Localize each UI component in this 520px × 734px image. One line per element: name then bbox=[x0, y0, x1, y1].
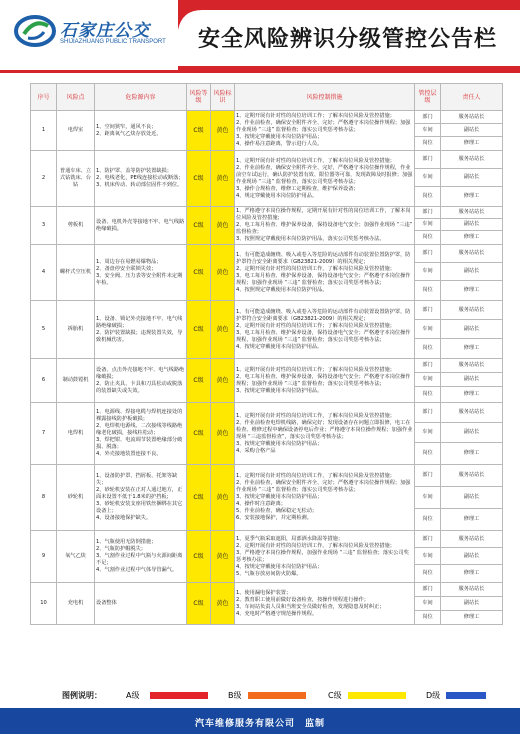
responsible-person: 服务站站长 bbox=[441, 465, 503, 487]
mgmt-level: 部门 bbox=[415, 111, 441, 124]
hazard-item: 设备整体 bbox=[96, 600, 117, 606]
hazard-item: 1、防护罩、盖等防护装置缺损； bbox=[96, 168, 172, 174]
risk-point: 螺杆式空压机 bbox=[57, 245, 95, 301]
mgmt-level: 岗位 bbox=[415, 137, 441, 151]
mgmt-level: 岗位 bbox=[415, 611, 441, 625]
risk-point: 电焊室 bbox=[57, 111, 95, 151]
responsible-person: 修理工 bbox=[441, 509, 503, 531]
hazard-item: 2、砂轮机安装在正对人通过地方，正面未设置不低于1.8米的护挡板； bbox=[96, 487, 183, 500]
risk-color: 黄色 bbox=[211, 583, 235, 625]
risk-level: C级 bbox=[187, 111, 211, 151]
responsible-person: 服务站站长 bbox=[441, 359, 503, 373]
risk-point: 剪板机 bbox=[57, 207, 95, 245]
mgmt-level: 车间 bbox=[415, 169, 441, 187]
risk-point: 拆胎机 bbox=[57, 301, 95, 359]
header-risk-color: 风险标识 bbox=[211, 84, 235, 111]
footer bbox=[0, 708, 520, 734]
mgmt-level: 岗位 bbox=[415, 187, 441, 207]
risk-color: 黄色 bbox=[211, 465, 235, 531]
hazard-item: 4、外壳接地装置连接不良。 bbox=[96, 451, 162, 457]
mgmt-level: 车间 bbox=[415, 320, 441, 339]
measure-item: 3、按规定穿戴使用本岗位防护用品； bbox=[236, 134, 323, 140]
legend bbox=[62, 688, 482, 702]
table-row bbox=[31, 301, 503, 320]
mgmt-level: 岗位 bbox=[415, 387, 441, 403]
hazard-item: 3、焊把钳、电流调节装置绝缘部分破损、脱落； bbox=[96, 437, 183, 450]
responsible-person: 修理工 bbox=[441, 443, 503, 465]
measure-list bbox=[235, 583, 415, 625]
mgmt-level: 部门 bbox=[415, 151, 441, 169]
measure-item: 1、有可能造成缠绕、吸入或卷入等危险的运动部件有动装置设置防护罩，防护罩符合安全距离要求（GB23821-2009）的相关规定； bbox=[236, 308, 411, 322]
mgmt-level: 部门 bbox=[415, 531, 441, 548]
risk-point: 氧气乙炔 bbox=[57, 531, 95, 583]
header-measures: 风险控制措施 bbox=[235, 84, 415, 111]
mgmt-level: 车间 bbox=[415, 373, 441, 387]
measure-item: 1、定期开展有针对性的岗位培训工作；了解本岗位风险及管控措施； bbox=[236, 113, 395, 119]
table-row bbox=[31, 359, 503, 373]
responsible-person: 修理工 bbox=[441, 231, 503, 245]
mgmt-level: 部门 bbox=[415, 207, 441, 219]
measure-item: 2、作业前检查，确保安全附件齐全、完好；严格遵守本岗位操作规程；加强作业现场 “三违” 监督检查；落实公司奖惩考核办法； bbox=[236, 120, 411, 133]
hazard-list bbox=[95, 207, 187, 245]
mgmt-level: 车间 bbox=[415, 548, 441, 565]
measure-item: 2、定期开展有针对性的岗位培训工作；了解本岗位风险及管控措施； bbox=[236, 322, 395, 329]
hazard-item: 设备、电机外壳等接地不牢、电气线路绝缘破损。 bbox=[96, 218, 185, 232]
mgmt-level: 岗位 bbox=[415, 281, 441, 301]
measure-item: 3、操作合规检查，维修工定期检查，维护保养设备； bbox=[236, 185, 359, 192]
measure-item: 1、夏季气瓶采取遮阳，局部洒水降温等措施； bbox=[236, 535, 344, 542]
responsible-person: 服务站站长 bbox=[441, 531, 503, 548]
measure-item: 2、教育职工使用前做好设备检查，按操作规程进行操作； bbox=[236, 596, 369, 603]
risk-level: C级 bbox=[187, 245, 211, 301]
measure-list bbox=[235, 207, 415, 245]
mgmt-level: 车间 bbox=[415, 423, 441, 443]
measure-item: 1、使用漏电保护装置； bbox=[236, 589, 292, 596]
responsible-person: 修理工 bbox=[441, 339, 503, 359]
measure-item: 3、电工每月检查、维护保养设备，保持设备电气安全；严格遵守本岗位操作规程；加强作业现场 “三违” 监督检查；落实公司奖惩考核办法； bbox=[236, 272, 411, 286]
legend-b-label: B级 bbox=[228, 691, 242, 700]
table-row bbox=[31, 151, 503, 169]
row-number: 9 bbox=[31, 531, 57, 583]
risk-level: C级 bbox=[187, 583, 211, 625]
hazard-item: 3、气割作业过程中气瓶与火源间距离不足； bbox=[96, 553, 183, 566]
measure-list bbox=[235, 111, 415, 151]
table-row bbox=[31, 583, 503, 597]
legend-a-label: A级 bbox=[126, 691, 140, 700]
measure-list bbox=[235, 403, 415, 465]
risk-point: 砂轮机 bbox=[57, 465, 95, 531]
risk-level: C级 bbox=[187, 465, 211, 531]
row-number: 1 bbox=[31, 111, 57, 151]
table-header-row bbox=[31, 84, 503, 111]
hazard-list bbox=[95, 465, 187, 531]
measure-item: 4、按照规定穿戴使用本岗位防护用品。 bbox=[236, 286, 328, 293]
responsible-person: 副站长 bbox=[441, 487, 503, 509]
risk-table bbox=[30, 83, 503, 625]
measure-item: 4、充电时严格遵守规范操作规程。 bbox=[236, 610, 318, 617]
mgmt-level: 车间 bbox=[415, 124, 441, 137]
hazard-item: 3、机床传动、转动部位固件不到位。 bbox=[96, 182, 183, 188]
measure-item: 5、气瓶存放房间防火防爆。 bbox=[236, 570, 302, 577]
table-row bbox=[31, 245, 503, 263]
hazard-item: 3、安全阀、压力表等安全附件未定期年检。 bbox=[96, 272, 183, 286]
legend-d-swatch bbox=[446, 692, 486, 699]
measure-item: 3、电工每月检查、维护保养设备，保持设备电气安全；严格遵守本岗位操作规程，加强作业现场 “三违” 监督检查；落实公司奖惩考核办法； bbox=[236, 329, 411, 343]
risk-level: C级 bbox=[187, 359, 211, 403]
responsible-person: 服务站站长 bbox=[441, 151, 503, 169]
responsible-person: 服务站站长 bbox=[441, 301, 503, 320]
mgmt-level: 车间 bbox=[415, 263, 441, 281]
measure-item: 2、作业前检查，确保安全附件齐全、完好，严格遵守本岗位操作规程，作业前空车试运行，确认防护装置有效、限位器等可靠，发现故障及时报修；加强作业现场 “三违” 监督检查，落实公司奖惩考核办法； bbox=[236, 164, 413, 185]
risk-level: C级 bbox=[187, 531, 211, 583]
measure-item: 2、作业前检查电焊机线路，确保完好；发现设备存在问题立即报修，电工在检查、维修过程中确保设备停电后作业；严格遵守本岗位操作规程；加强作业现场 “三违监督检查”，落实公司奖惩考核办法； bbox=[236, 419, 413, 440]
measure-list bbox=[235, 245, 415, 301]
responsible-person: 副站长 bbox=[441, 548, 503, 565]
page-title: 安全风险辨识分级管控公告栏 bbox=[198, 27, 498, 52]
risk-color: 黄色 bbox=[211, 301, 235, 359]
hazard-list bbox=[95, 301, 187, 359]
responsible-person: 副站长 bbox=[441, 423, 503, 443]
risk-level: C级 bbox=[187, 301, 211, 359]
mgmt-level: 部门 bbox=[415, 465, 441, 487]
measure-list bbox=[235, 465, 415, 531]
mgmt-level: 部门 bbox=[415, 403, 441, 423]
risk-point: 充电机 bbox=[57, 583, 95, 625]
responsible-person: 服务站站长 bbox=[441, 245, 503, 263]
measure-list bbox=[235, 151, 415, 207]
hazard-item: 4、设备接地保护缺失。 bbox=[96, 515, 152, 521]
legend-c-label: C级 bbox=[328, 691, 342, 700]
responsible-person: 服务站站长 bbox=[441, 583, 503, 597]
hazard-item: 2、气瓶防护帽脱失； bbox=[96, 546, 146, 552]
mgmt-level: 部门 bbox=[415, 301, 441, 320]
measure-item: 1、定期开展有针对性的岗位培训工作；了解本岗位风险及管控措施； bbox=[236, 366, 395, 373]
hazard-item: 设备、点击外壳接地不牢、电气线路绝缘破损； bbox=[96, 366, 185, 380]
measure-item: 3、按规定穿戴使用本岗位防护用品。 bbox=[236, 387, 323, 394]
responsible-person: 服务站站长 bbox=[441, 111, 503, 124]
hazard-list bbox=[95, 111, 187, 151]
row-number: 8 bbox=[31, 465, 57, 531]
responsible-person: 修理工 bbox=[441, 281, 503, 301]
row-number: 10 bbox=[31, 583, 57, 625]
measure-item: 4、按规定穿戴使用本岗位防护用品； bbox=[236, 563, 323, 570]
header-mgmt-level: 管控层级 bbox=[415, 84, 441, 111]
measure-item: 4、操作时注意距离； bbox=[236, 501, 286, 507]
hazard-item: 1、周边存在易燃易爆物品； bbox=[96, 258, 162, 265]
table-row bbox=[31, 531, 503, 548]
measure-item: 3、按照规定穿戴使用本岗位防护用品，落实公司奖惩考核办法。 bbox=[236, 236, 385, 242]
hazard-item: 2、电线老化，PE线连接松动或断落； bbox=[96, 175, 184, 181]
measure-item: 6、安装接地保护，并定期检测。 bbox=[236, 515, 312, 521]
hazard-item: 2、备盘停安全联锁失效； bbox=[96, 265, 157, 272]
hazard-item: 1、设备防护罩、挡屑板、托架等缺失； bbox=[96, 473, 178, 486]
risk-color: 黄色 bbox=[211, 207, 235, 245]
header bbox=[0, 0, 520, 70]
hazard-list bbox=[95, 359, 187, 403]
measure-item: 3、按规定穿戴使用本岗位防护用品； bbox=[236, 440, 323, 447]
measure-item: 1、定期开展有针对性的岗位培训工作，了解本岗位风险及管控措施； bbox=[236, 157, 395, 164]
mgmt-level: 岗位 bbox=[415, 509, 441, 531]
measure-item: 1、严格遵守本岗位操作规程，定期开展有针对性的岗位培训工作，了解本岗位风险及管控措施； bbox=[236, 208, 411, 221]
hazard-item: 2、电焊机电源线、二次接线等线路绝缘老化破损，接线柱松动； bbox=[96, 423, 183, 436]
legend-c-swatch bbox=[348, 692, 406, 699]
hazard-item: 1、设备、锁记外壳接地不牢、电气线路绝缘破损； bbox=[96, 315, 183, 329]
header-risk-level: 风险等级 bbox=[187, 84, 211, 111]
responsible-person: 修理工 bbox=[441, 187, 503, 207]
responsible-person: 副站长 bbox=[441, 219, 503, 231]
legend-b-swatch bbox=[248, 692, 306, 699]
responsible-person: 副站长 bbox=[441, 263, 503, 281]
table-row bbox=[31, 207, 503, 219]
measure-list bbox=[235, 531, 415, 583]
measure-item: 4、规定穿戴使用本岗位防护用品。 bbox=[236, 192, 318, 199]
header-risk-point: 风险点 bbox=[57, 84, 95, 111]
risk-table-container bbox=[30, 83, 502, 625]
footer-text: 汽车维修服务有限公司 监制 bbox=[194, 719, 325, 729]
hazard-item: 2、距离氧气乙炔存放处近。 bbox=[96, 130, 162, 137]
mgmt-level: 部门 bbox=[415, 583, 441, 597]
table-row bbox=[31, 465, 503, 487]
hazard-item: 2、防止夹具、卡具和刀具松动或脱落的装置缺失或失效。 bbox=[96, 380, 183, 394]
row-number: 3 bbox=[31, 207, 57, 245]
row-number: 4 bbox=[31, 245, 57, 301]
table-row bbox=[31, 111, 503, 124]
mgmt-level: 部门 bbox=[415, 245, 441, 263]
mgmt-level: 车间 bbox=[415, 219, 441, 231]
measure-item: 4、操作易注意距离，警示进行人员。 bbox=[236, 141, 323, 147]
risk-point: 制动鼓镗机 bbox=[57, 359, 95, 403]
mgmt-level: 车间 bbox=[415, 597, 441, 611]
hazard-item: 2、防护装置缺损；违规装置失效，导致机械伤害。 bbox=[96, 329, 183, 343]
measure-item: 2、电工每月检查、维护保养设备，保持设备电气安全；严格遵守本岗位操作规程；加强作业现场 “三违” 监督检查；落实公司奖惩考核办法； bbox=[236, 373, 411, 387]
mgmt-level: 车间 bbox=[415, 487, 441, 509]
hazard-item: 4、气割作业过程中气体导管漏气。 bbox=[96, 567, 178, 573]
measure-item: 2、电工每月检查、维护保养设备，保持设备电气安全；加强作业现场 “三违” 监督检查； bbox=[236, 222, 413, 235]
risk-level: C级 bbox=[187, 207, 211, 245]
hazard-item: 1、空间狭窄，通风不良； bbox=[96, 123, 157, 130]
risk-point: 普通车床、立式钻铣床、台钻 bbox=[57, 151, 95, 207]
mgmt-level: 岗位 bbox=[415, 231, 441, 245]
risk-color: 黄色 bbox=[211, 111, 235, 151]
measure-item: 4、按规定穿戴使用本岗位防护用品。 bbox=[236, 343, 323, 350]
measure-item: 1、定期开展有针对性的岗位培训工作，了解本岗位风险及管控措施； bbox=[236, 412, 395, 419]
responsible-person: 副站长 bbox=[441, 169, 503, 187]
responsible-person: 服务站站长 bbox=[441, 403, 503, 423]
risk-point: 电焊机 bbox=[57, 403, 95, 465]
hazard-item: 1、电源线、焊接电缆与焊机连接处的裸露接线防护板破损； bbox=[96, 409, 183, 422]
row-number: 5 bbox=[31, 301, 57, 359]
measure-item: 2、定期开展有针对性的岗位培训工作，了解本岗位风险及管控措施； bbox=[236, 542, 395, 549]
mgmt-level: 部门 bbox=[415, 359, 441, 373]
table-body bbox=[31, 111, 503, 625]
measure-item: 1、有可能造成缠绕、吸入或卷入等危险的运动部件有动装置位置防护罩，防护罩符合安全距离要求（GB23821-2009）的相关规定； bbox=[236, 251, 411, 265]
responsible-person: 服务站站长 bbox=[441, 207, 503, 219]
hazard-list bbox=[95, 531, 187, 583]
hazard-item: 1、气瓶使用无防倒措施； bbox=[96, 539, 157, 545]
measure-list bbox=[235, 359, 415, 403]
mgmt-level: 岗位 bbox=[415, 443, 441, 465]
risk-color: 黄色 bbox=[211, 531, 235, 583]
measure-item: 2、定期开展有针对性的岗位培训工作，了解本岗位风险及管控措施； bbox=[236, 265, 395, 272]
responsible-person: 副站长 bbox=[441, 320, 503, 339]
responsible-person: 修理工 bbox=[441, 611, 503, 625]
measure-item: 3、车间站负责人员和当班安全员做好检查，发现隐患及时纠正； bbox=[236, 603, 385, 610]
row-number: 2 bbox=[31, 151, 57, 207]
responsible-person: 修理工 bbox=[441, 387, 503, 403]
mgmt-level: 岗位 bbox=[415, 565, 441, 583]
measure-item: 3、按规定穿戴使用本岗位防护用品； bbox=[236, 494, 323, 500]
measure-item: 4、采购合格产品 bbox=[236, 447, 276, 454]
table-row bbox=[31, 403, 503, 423]
measure-item: 2、作业前检查，确保安全附件齐全、完好；严格遵守本岗位操作规程；加强作业现场 “三违” 监督检查；落实公司奖惩考核办法； bbox=[236, 480, 411, 493]
mgmt-level: 岗位 bbox=[415, 339, 441, 359]
bus-logo-icon bbox=[14, 14, 56, 48]
measure-list bbox=[235, 301, 415, 359]
row-number: 7 bbox=[31, 403, 57, 465]
hazard-item: 3、砂轮机安装支座用铁丝捆绑在其它设备上； bbox=[96, 501, 183, 514]
risk-color: 黄色 bbox=[211, 245, 235, 301]
hazard-list bbox=[95, 583, 187, 625]
risk-level: C级 bbox=[187, 403, 211, 465]
row-number: 6 bbox=[31, 359, 57, 403]
risk-color: 黄色 bbox=[211, 151, 235, 207]
header-hazards: 危险源内容 bbox=[95, 84, 187, 111]
header-responsible: 责任人 bbox=[441, 84, 503, 111]
hazard-list bbox=[95, 151, 187, 207]
legend-label: 图例说明： bbox=[62, 691, 102, 700]
responsible-person: 副站长 bbox=[441, 373, 503, 387]
hazard-list bbox=[95, 245, 187, 301]
legend-a-swatch bbox=[150, 692, 208, 699]
responsible-person: 副站长 bbox=[441, 124, 503, 137]
measure-item: 5、作业前检查，确保稳定无松动； bbox=[236, 508, 318, 514]
header-divider bbox=[0, 70, 520, 73]
header-no: 序号 bbox=[31, 84, 57, 111]
risk-color: 黄色 bbox=[211, 403, 235, 465]
measure-item: 1、定期开展有针对性的岗位培训工作，了解本岗位风险及管控措施； bbox=[236, 473, 395, 479]
responsible-person: 修理工 bbox=[441, 565, 503, 583]
risk-level: C级 bbox=[187, 151, 211, 207]
responsible-person: 副站长 bbox=[441, 597, 503, 611]
responsible-person: 修理工 bbox=[441, 137, 503, 151]
logo-chinese-name: 石家庄公交 bbox=[60, 21, 150, 41]
legend-d-label: D级 bbox=[426, 691, 441, 700]
measure-item: 3、严格遵守本岗位操作规程，加强作业现场 “三违” 监督检查；落实公司奖惩考核办法； bbox=[236, 549, 409, 563]
hazard-list bbox=[95, 403, 187, 465]
logo-english-name: SHIJIAZHUANG PUBLIC TRANSPORT bbox=[60, 39, 166, 45]
risk-color: 黄色 bbox=[211, 359, 235, 403]
